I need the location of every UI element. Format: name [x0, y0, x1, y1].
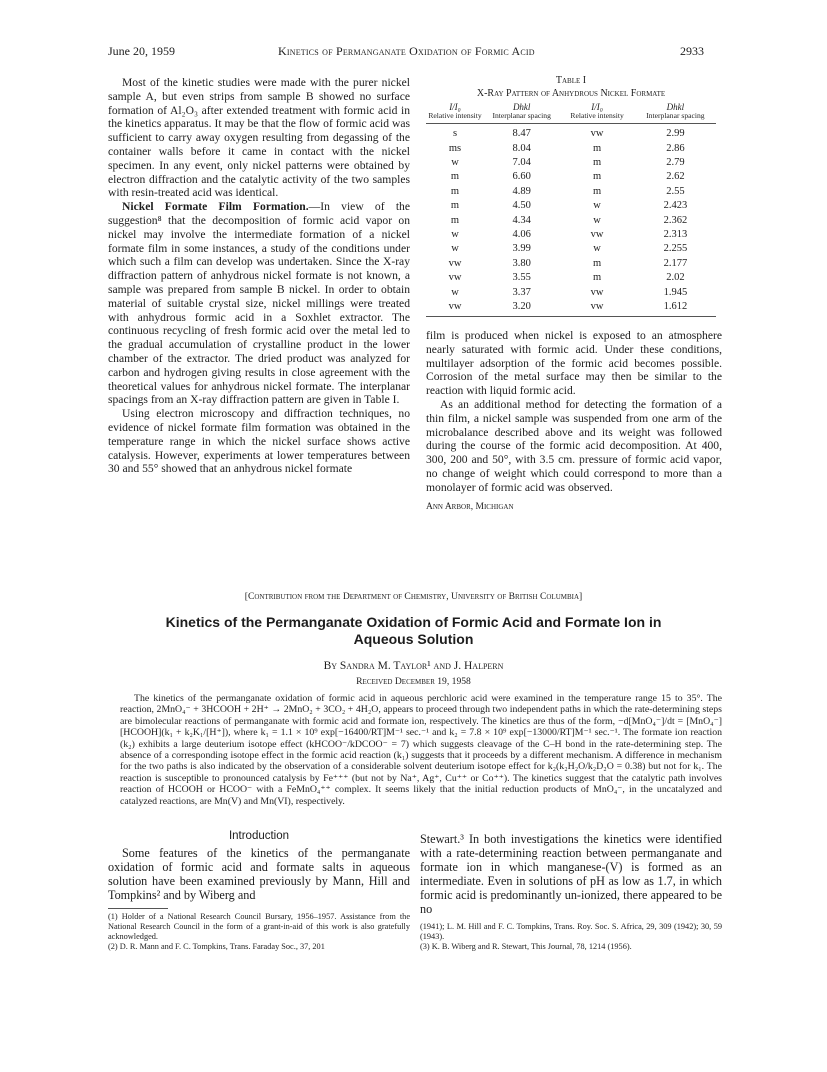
paragraph: film is produced when nickel is exposed to an atmosphere nearly saturated with formic acid. Under these conditions, multilayer adsorption of the formic acid becomes possible. Corrosion of the metal surface may then be similar to the reaction with liquid formic acid.	[426, 329, 722, 398]
table-cell: w	[593, 200, 601, 212]
footnote: (3) K. B. Wiberg and R. Stewart, This Journal, 78, 1214 (1956).	[420, 942, 632, 951]
column-header: I/I₀ Relative intensity	[428, 102, 482, 120]
table-cell: 3.80	[512, 257, 531, 269]
table-row	[426, 300, 716, 314]
table-cell: 3.20	[512, 301, 531, 313]
intro-paragraph-left: Some features of the kinetics of the permanganate oxidation of formic acid and formate salts in aqueous solution have been examined previously by Mann, Hill and Tompkins² and by Wiberg and	[108, 846, 410, 902]
table-cell: 4.50	[512, 200, 531, 212]
section-heading: Nickel Formate Film Formation.	[122, 200, 309, 214]
table-cell: m	[450, 214, 460, 226]
paragraph: Most of the kinetic studies were made with the purer nickel sample A, but even strips from sample B showed no surface formation of Al₂O₃ after extended treatment with formic acid in the kinetics apparatus. It may be that the flow of formic acid was sufficient to carry away oxygen resulting from degassing of the container walls before it came in contact with the nickel specimen. In any event, only nickel patterns were obtained by electron diffraction and the catalytic activity of the two samples with resin-treated acid was identical.	[108, 76, 410, 200]
table-row	[426, 286, 716, 300]
article-title: Kinetics of the Permanganate Oxidation of Formic Acid and Formate Ion in Aqueous Solution	[165, 614, 662, 647]
received-date: Received December 19, 1958	[356, 676, 471, 687]
table-row	[426, 242, 716, 256]
table-row	[426, 142, 716, 156]
table-cell: m	[450, 200, 460, 212]
footnote-rule	[108, 908, 168, 909]
table-cell: ms	[448, 142, 462, 154]
paragraph: Nickel Formate Film Formation.—In view of the suggestion⁸ that the decomposition of formic acid vapor on nickel may involve the intermediate formation of a nickel formate film in some instances, a study of the conditions under which such a film can develop was undertaken. Since the X-ray diffraction pattern of anhydrous nickel formate is not known, a sample was prepared from sample B nickel. In order to obtain material of suitable crystal size, nickel millings were treated with anhydrous formic acid in a Soxhlet extractor. The continuous recycling of fresh formic acid over the metal led to the gradual accumulation of crystalline product in the lower chamber of the extractor. The dried product was analyzed for carbon and hydrogen giving results in close agreement with the theoretical values for anhydrous nickel formate. The interplanar spacings from an X-ray diffraction pattern are given in Table I.	[108, 200, 410, 407]
table-cell: 2.02	[666, 272, 685, 284]
table-row	[426, 199, 716, 213]
table-row	[426, 185, 716, 199]
table-cell: 1.945	[663, 286, 688, 298]
header-running-title: Kinetics of Permanganate Oxidation of Formic Acid	[278, 44, 535, 58]
table-cell: 4.89	[512, 185, 531, 197]
table-cell: 2.99	[666, 128, 685, 140]
table-cell: 2.362	[663, 214, 688, 226]
table-cell: m	[593, 171, 602, 183]
table-cell: 2.313	[663, 229, 688, 241]
table-cell: m	[450, 171, 460, 183]
data-table	[426, 103, 716, 314]
article-header	[108, 591, 719, 687]
footnote: (2) D. R. Mann and F. C. Tompkins, Trans. Faraday Soc., 37, 201	[108, 942, 325, 951]
table-row	[426, 127, 716, 141]
table-cell: s	[452, 128, 458, 140]
table-cell: vw	[590, 301, 604, 313]
footnote: (1941); L. M. Hill and F. C. Tompkins, Trans. Roy. Soc. S. Africa, 29, 309 (1942); 30, 59 (1943).	[420, 922, 722, 941]
table-cell: w	[593, 243, 601, 255]
table-cell: vw	[448, 272, 462, 284]
table-cell: 2.55	[666, 185, 685, 197]
intro-paragraph-right: Stewart.³ In both investigations the kinetics were identified with a rate-determining reaction between permanganate and formate ion in which manganese-(V) is formed as an intermediate. Even in solutions of pH as low as 1.7, in which formic acid is predominantly un-ionized, there appeared to be no	[420, 832, 722, 916]
header-date: June 20, 1959	[108, 44, 175, 58]
column-header: I/I₀ Relative intensity	[570, 102, 624, 120]
abstract: The kinetics of the permanganate oxidation of formic acid in aqueous perchloric acid were examined in the temperature range 15 to 35°. The reaction, 2MnO₄⁻ + 3HCOOH + 2H⁺ → 2MnO₂ + 3CO₂ + 4H₂O, appears to proceed through two independent paths in which the rate-determining steps are bimolecular reactions of permanganate with formic acid and formate ion, respectively. The kinetics are thus of the form, −d[MnO₄⁻]/dt = [MnO₄⁻][HCOOH](k₁ + k₂K₁/[H⁺]), where k₁ = 1.1 × 10⁹ exp[−16400/RT]M⁻¹ sec.⁻¹ and k₂ = 7.8 × 10⁹ exp[−13000/RT]M⁻¹ sec.⁻¹. The formate ion reaction (k₂) exhibits a large deuterium isotope effect (kHCOO⁻/kDCOO⁻ = 7) which suggests cleavage of the C–H bond in the rate-determining step. The absence of a corresponding isotope effect in the formic acid reaction (k₁) suggests that it proceeds by a different mechanism. A difference in mechanism for the two paths is also indicated by the observation of a considerable solvent deuterium isotope effect for k₂(k₂H₂O/k₂D₂O = 0.38) but not for k₁. The reaction is susceptible to pronounced catalysis by Fe⁺⁺⁺ (but not by Na⁺, Ag⁺, Cu⁺⁺ or Co⁺⁺). The kinetics suggest that the catalytic path involves reaction of HCOOH or HCOO⁻ with a FeMnO₄⁺⁺ complex. It seems likely that the initial reduction products of MnO₄⁻, in the uncatalyzed and catalyzed reactions, are Mn(V) and Mn(VI), respectively.	[120, 693, 722, 807]
table-cell: m	[593, 185, 602, 197]
table-cell: 3.99	[512, 243, 531, 255]
table-row	[426, 214, 716, 228]
table-cell: 6.60	[512, 171, 531, 183]
table-cell: m	[593, 142, 602, 154]
footnote: (1) Holder of a National Research Council Bursary, 1956–1957. Assistance from the National Research Council in the form of a grant-in-aid of this work is also gratefully acknowledged.	[108, 912, 410, 941]
table-cell: m	[593, 257, 602, 269]
table-cell: 2.62	[666, 171, 685, 183]
table-cell: vw	[590, 229, 604, 241]
table-cell: vw	[448, 301, 462, 313]
table-cell: 2.86	[666, 142, 685, 154]
table-cell: 2.423	[663, 200, 688, 212]
footnotes-right	[420, 922, 722, 952]
table-cell: vw	[448, 257, 462, 269]
column-header: Dhkl Interplanar spacing	[646, 102, 705, 120]
table-row	[426, 257, 716, 271]
table-cell: 7.04	[512, 157, 531, 168]
table-row	[426, 156, 716, 170]
table-cell: m	[450, 185, 460, 197]
table-cell: w	[451, 243, 459, 255]
table-cell: 8.47	[512, 128, 531, 140]
table-bottom-rule	[426, 316, 716, 317]
table-cell: w	[593, 214, 601, 226]
table-cell: m	[593, 157, 602, 168]
table-cell: 2.255	[663, 243, 688, 255]
table-label: Table I	[555, 75, 587, 86]
contribution-line: [Contribution from the Department of Chemistry, University of British Columbia]	[244, 591, 583, 602]
table-cell: 4.06	[512, 229, 531, 241]
intro-heading: Introduction	[228, 830, 290, 842]
table-i	[426, 74, 716, 317]
table-cell: 4.34	[512, 214, 531, 226]
authors: By Sandra M. Taylor¹ and J. Halpern	[323, 660, 504, 672]
table-row	[426, 228, 716, 242]
table-title: X-Ray Pattern of Anhydrous Nickel Formate	[476, 88, 666, 99]
table-cell: w	[451, 157, 459, 168]
table-cell: w	[451, 286, 459, 298]
table-row	[426, 271, 716, 285]
intro-left-column	[108, 830, 410, 952]
table-row	[426, 170, 716, 184]
table-cell: vw	[590, 128, 604, 140]
footnotes-left	[108, 912, 410, 952]
table-cell: 2.177	[663, 257, 688, 269]
table-cell: 8.04	[512, 142, 531, 154]
upper-left-column	[108, 76, 410, 476]
table-cell: vw	[590, 286, 604, 298]
header-page-number: 2933	[680, 44, 704, 58]
paragraph: Using electron microscopy and diffraction techniques, no evidence of nickel formate film formation was obtained in the temperature range in which the nickel surface shows active catalysis. However, experiments at lower temperatures between 30 and 55° showed that an anhydrous nickel formate	[108, 407, 410, 476]
table-header-row	[426, 103, 716, 124]
column-header: Dhkl Interplanar spacing	[492, 102, 551, 120]
table-cell: m	[593, 272, 602, 284]
paragraph: As an additional method for detecting the formation of a thin film, a nickel sample was suspended from one arm of the microbalance described above and its weight was followed during the course of the formic acid decomposition. At 400, 300, 200 and 50°, with 3.5 cm. pressure of formic acid vapor, no change of weight which could correspond to more than a monolayer of formic acid was observed.	[426, 397, 722, 494]
location: Ann Arbor, Michigan	[426, 501, 514, 512]
table-cell: w	[451, 229, 459, 241]
table-cell: 3.55	[512, 272, 531, 284]
table-cell: 2.79	[666, 157, 685, 168]
table-cell: 1.612	[663, 301, 688, 313]
table-cell: 3.37	[512, 286, 531, 298]
upper-right-column	[426, 329, 722, 514]
intro-right-column	[420, 832, 722, 952]
